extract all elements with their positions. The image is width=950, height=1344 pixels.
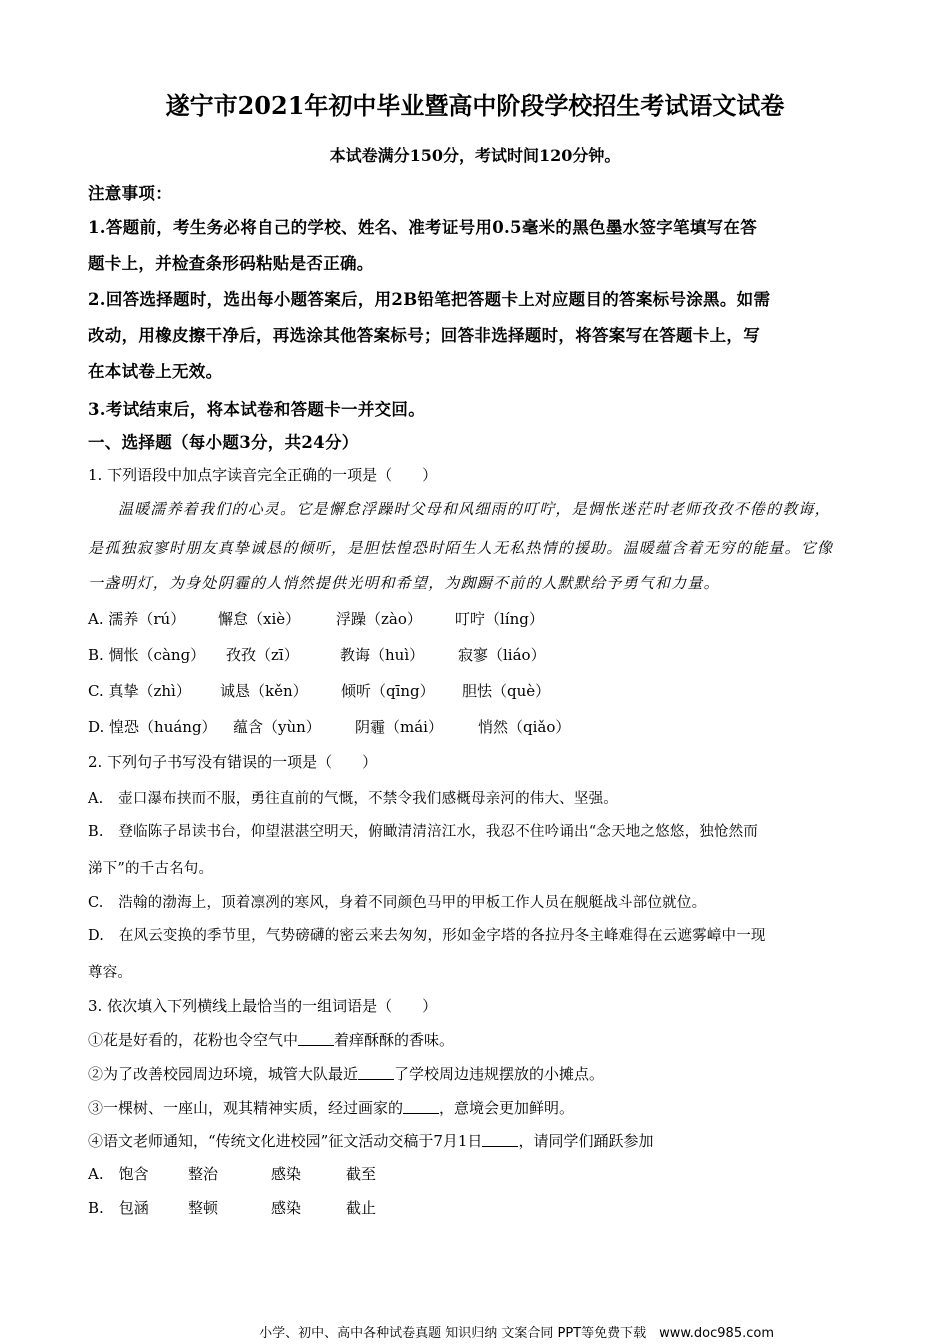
section-heading: 一、选择题（每小题3分，共24分）: [88, 433, 359, 452]
q1-option-a-item: 懈怠（xiè）: [218, 610, 301, 628]
notice-line: 1.答题前，考生务必将自己的学校、姓名、准考证号用0.5毫米的黑色墨水签字笔填写在答: [88, 218, 758, 237]
q1-option-b-item: 教诲（huì）: [340, 646, 425, 664]
q1-option-d-item: 悄然（qiǎo）: [478, 718, 571, 736]
q1-option-d-item: 蕴含（yùn）: [233, 718, 321, 736]
passage-line: 温暖濡养着我们的心灵。它是懈怠浮躁时父母和风细雨的叮咛，是惆怅迷茫时老师孜孜不倦的教诲，: [118, 500, 831, 518]
q3-option-b-item: 截止: [346, 1199, 377, 1217]
q2-option-b-cont: 涕下”的千古名句。: [88, 861, 214, 877]
notice-line: 题卡上，并检查条形码粘贴是否正确。: [88, 254, 374, 273]
q2-option-d-cont: 尊容。: [88, 965, 133, 981]
q3-sentence-2: ②为了改善校园周边环境，城管大队最近 了学校周边违规摆放的小摊点。: [88, 1065, 605, 1083]
q1-option-c-item: 胆怯（què）: [462, 682, 551, 700]
q1-option-b-item: 寂寥（liáo）: [458, 646, 546, 664]
q2-option-b: B. 登临陈子昂读书台，仰望湛湛空明天，俯瞰清清涪江水，我忍不住吟诵出“念天地之悠悠，独怆然而: [88, 824, 759, 840]
passage-line: 一盏明灯，为身处阴霾的人悄然提供光明和希望，为踟蹰不前的人默默给予勇气和力量。: [88, 574, 720, 592]
q1-option-d-item: 阴霾（mái）: [355, 718, 443, 736]
exam-subtitle: 本试卷满分150分，考试时间120分钟。: [329, 146, 621, 165]
notice-heading: 注意事项：: [88, 184, 172, 203]
q1-option-b: B. 惆怅（cànɡ）: [88, 646, 206, 664]
answer-blank: [403, 1099, 439, 1114]
footer-link-text[interactable]: 小学、初中、高中各种试卷真题 知识归纳 文案合同 PPT等免费下载 www.doc985.com: [259, 1326, 774, 1341]
q1-option-b-item: 孜孜（zī）: [226, 646, 299, 664]
notice-line: 3.考试结束后，将本试卷和答题卡一并交回。: [88, 400, 426, 419]
q2-option-c: C. 浩翰的渤海上，顶着凛冽的寒风，身着不同颜色马甲的甲板工作人员在舰艇战斗部位就位。: [88, 895, 707, 911]
notice-line: 在本试卷上无效。: [88, 362, 223, 381]
question-2-stem: 2. 下列句子书写没有错误的一项是（ ）: [88, 753, 378, 771]
q3-sentence-3: ③一棵树、一座山，观其精神实质，经过画家的 ，意境会更加鲜明。: [88, 1099, 575, 1117]
q1-option-d: D. 惶恐（huáng）: [88, 718, 217, 736]
q1-option-a-item: 叮咛（líng）: [455, 610, 544, 628]
exam-title: 遂宁市2021年初中毕业暨高中阶段学校招生考试语文试卷: [165, 91, 785, 120]
q3-option-b-item: 整顿: [188, 1199, 219, 1217]
question-3-stem: 3. 依次填入下列横线上最恰当的一组词语是（ ）: [88, 997, 438, 1015]
q2-option-a: A. 壶口瀑布挟而不服，勇往直前的气慨，不禁令我们感概母亲河的伟大、坚强。: [88, 791, 618, 807]
q3-sentence-1: ①花是好看的，花粉也令空气中 着痒酥酥的香味。: [88, 1031, 455, 1049]
notice-line: 2.回答选择题时，选出每小题答案后，用2B铅笔把答题卡上对应题目的答案标号涂黑。如需: [88, 290, 771, 309]
q1-option-c-item: 倾听（qīng）: [341, 682, 435, 700]
q3-option-a-item: 截至: [346, 1165, 377, 1183]
q1-option-c: C. 真挚（zhì）: [88, 682, 191, 700]
answer-blank: [482, 1132, 518, 1147]
q3-option-b: B. 包涵: [88, 1199, 149, 1217]
answer-blank: [298, 1031, 334, 1046]
q2-option-d: D. 在风云变换的季节里，气势磅礴的密云来去匆匆，形如金字塔的各拉丹冬主峰难得在云遮雾嶂中一现: [88, 928, 766, 944]
notice-line: 改动，用橡皮擦干净后，再选涂其他答案标号；回答非选择题时，将答案写在答题卡上，写: [88, 326, 760, 345]
q1-option-c-item: 诚恳（kěn）: [220, 682, 308, 700]
q3-sentence-4: ④语文老师通知，“传统文化进校园”征文活动交稿于7月1日 ，请同学们踊跃参加: [88, 1132, 654, 1150]
q1-option-a: A. 濡养（rú）: [88, 610, 186, 628]
q3-option-b-item: 感染: [271, 1199, 302, 1217]
passage-line: 是孤独寂寥时朋友真挚诚恳的倾听，是胆怯惶恐时陌生人无私热情的援助。温暖蕴含着无穷的能量。它像: [88, 539, 834, 557]
answer-blank: [358, 1065, 394, 1080]
q3-option-a: A. 饱含: [88, 1165, 149, 1183]
q3-option-a-item: 整治: [188, 1165, 219, 1183]
q3-option-a-item: 感染: [271, 1165, 302, 1183]
q1-option-a-item: 浮躁（zào）: [336, 610, 422, 628]
question-1-stem: 1. 下列语段中加点字读音完全正确的一项是（ ）: [88, 466, 438, 484]
